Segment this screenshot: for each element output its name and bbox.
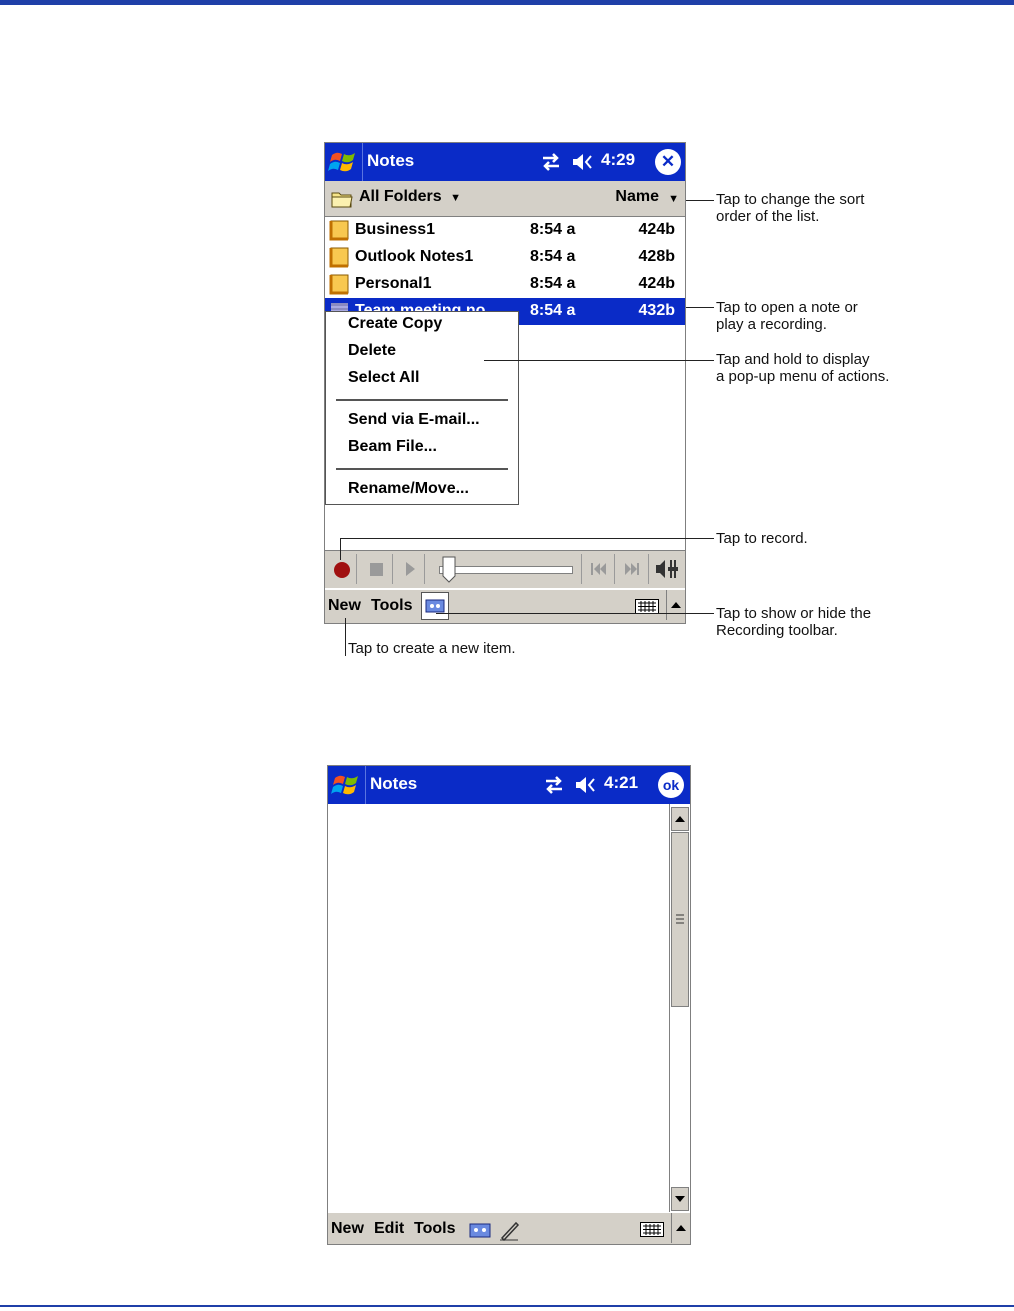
menu-bar <box>325 589 685 624</box>
skip-back-icon <box>582 554 616 584</box>
skip-forward-icon <box>617 554 649 584</box>
context-menu <box>325 311 519 505</box>
note-size: 424b <box>638 221 675 238</box>
note-time: 8:54 a <box>530 302 576 319</box>
pen-icon[interactable] <box>498 1219 522 1241</box>
leader-line <box>686 307 714 308</box>
play-icon <box>395 554 425 584</box>
note-size: 428b <box>638 248 675 265</box>
clock: 4:21 <box>604 773 639 792</box>
recording-toolbar <box>325 550 685 588</box>
scroll-up-button[interactable] <box>671 807 689 831</box>
start-button[interactable] <box>328 766 366 804</box>
grip-icon <box>672 833 688 1008</box>
leader-line <box>345 618 346 656</box>
note-time: 8:54 a <box>530 275 576 292</box>
leader-line <box>340 538 341 560</box>
note-editor-screen <box>327 765 691 1245</box>
folder-label: All Folders <box>359 188 442 205</box>
folder-bar <box>325 181 685 217</box>
menu-item-select-all[interactable]: Select All <box>348 369 420 386</box>
chevron-down-icon: ▼ <box>668 193 679 205</box>
leader-line <box>484 360 714 361</box>
note-size: 424b <box>638 275 675 292</box>
note-time: 8:54 a <box>530 221 576 238</box>
list-item[interactable] <box>325 244 685 271</box>
annotation-line: Tap to open a note or <box>716 299 858 316</box>
menu-item-send-email[interactable]: Send via E-mail... <box>348 411 480 428</box>
record-button[interactable] <box>329 554 357 584</box>
chevron-down-icon <box>672 1188 688 1210</box>
menu-tools[interactable]: Tools <box>414 1220 456 1237</box>
menu-item-beam-file[interactable]: Beam File... <box>348 438 437 455</box>
clock: 4:29 <box>601 150 636 169</box>
record-icon <box>329 554 357 584</box>
leader-line <box>340 538 714 539</box>
annotation-line: Tap to record. <box>716 530 808 547</box>
annotation-line: Tap to change the sort <box>716 191 865 208</box>
app-title: Notes <box>370 774 418 793</box>
annotation-line: a pop-up menu of actions. <box>716 368 890 385</box>
speaker-icon <box>574 775 600 795</box>
chevron-up-icon <box>667 590 685 620</box>
start-button[interactable] <box>325 143 363 181</box>
sort-dropdown[interactable] <box>615 188 659 206</box>
cassette-icon[interactable] <box>468 1220 492 1240</box>
folder-dropdown[interactable] <box>359 188 461 206</box>
stop-button[interactable] <box>361 554 393 584</box>
skip-back-button[interactable] <box>581 554 615 584</box>
menu-item-create-copy[interactable]: Create Copy <box>348 315 443 332</box>
menu-bar <box>328 1212 690 1245</box>
annotation-line: Tap to show or hide the <box>716 605 872 622</box>
menu-item-rename-move[interactable]: Rename/Move... <box>348 480 469 497</box>
annotation-create <box>348 640 516 657</box>
title-bar <box>325 143 685 181</box>
close-button[interactable]: ✕ <box>655 149 681 175</box>
slider-thumb[interactable] <box>441 556 457 584</box>
annotation-open <box>716 299 858 333</box>
annotation-record <box>716 530 808 547</box>
scroll-thumb[interactable] <box>671 832 689 1007</box>
menu-separator <box>336 468 508 470</box>
recording-toggle-button[interactable] <box>421 592 449 620</box>
folder-icon <box>331 189 353 209</box>
note-name: Business1 <box>355 221 436 238</box>
menu-tools[interactable]: Tools <box>371 597 413 614</box>
input-panel-arrow[interactable] <box>671 1213 689 1243</box>
menu-edit[interactable]: Edit <box>374 1220 405 1237</box>
note-size: 432b <box>638 302 675 319</box>
menu-separator <box>336 399 508 401</box>
volume-button[interactable] <box>651 554 683 584</box>
note-icon <box>328 274 350 295</box>
bottom-rule <box>0 1305 1014 1307</box>
note-icon <box>328 220 350 241</box>
note-writing-area[interactable] <box>328 804 669 1214</box>
chevron-up-icon <box>672 1213 690 1243</box>
annotation-line: play a recording. <box>716 316 827 333</box>
sync-icon <box>539 153 563 171</box>
chevron-up-icon <box>672 808 688 830</box>
annotation-toolbar <box>716 605 871 639</box>
menu-item-delete[interactable]: Delete <box>348 342 397 359</box>
play-button[interactable] <box>395 554 425 584</box>
sort-label: Name <box>615 188 659 205</box>
slider-track <box>439 566 573 574</box>
windows-flag-icon <box>325 143 363 181</box>
leader-line <box>686 200 714 201</box>
input-panel-arrow[interactable] <box>666 590 684 620</box>
speaker-icon <box>571 152 597 172</box>
keyboard-icon[interactable] <box>635 599 659 614</box>
annotation-hold <box>716 351 889 385</box>
volume-icon <box>651 554 683 584</box>
menu-new[interactable]: New <box>328 597 361 614</box>
vertical-scrollbar[interactable] <box>669 804 690 1214</box>
note-name: Personal1 <box>355 275 432 292</box>
app-title: Notes <box>367 151 415 170</box>
annotation-line: Tap and hold to display <box>716 351 870 368</box>
annotation-line: order of the list. <box>716 208 820 225</box>
windows-flag-icon <box>328 766 366 804</box>
ok-button[interactable]: ok <box>658 772 684 798</box>
cassette-icon <box>422 593 448 619</box>
menu-new[interactable]: New <box>331 1220 364 1237</box>
list-item[interactable] <box>325 271 685 298</box>
position-slider[interactable] <box>429 554 579 584</box>
leader-line <box>436 613 714 614</box>
stop-icon <box>361 554 391 584</box>
top-rule <box>0 0 1014 5</box>
skip-forward-button[interactable] <box>617 554 649 584</box>
keyboard-icon[interactable] <box>640 1222 664 1237</box>
annotation-line: Recording toolbar. <box>716 622 838 639</box>
note-icon <box>328 247 350 268</box>
scroll-down-button[interactable] <box>671 1187 689 1211</box>
title-bar <box>328 766 690 804</box>
list-item[interactable] <box>325 217 685 244</box>
sync-icon <box>542 776 566 794</box>
chevron-down-icon: ▼ <box>450 192 462 204</box>
notes-list-screen <box>324 142 686 624</box>
note-name: Outlook Notes1 <box>355 248 474 265</box>
note-time: 8:54 a <box>530 248 576 265</box>
annotation-sort <box>716 191 864 225</box>
annotation-line: Tap to create a new item. <box>348 640 516 657</box>
